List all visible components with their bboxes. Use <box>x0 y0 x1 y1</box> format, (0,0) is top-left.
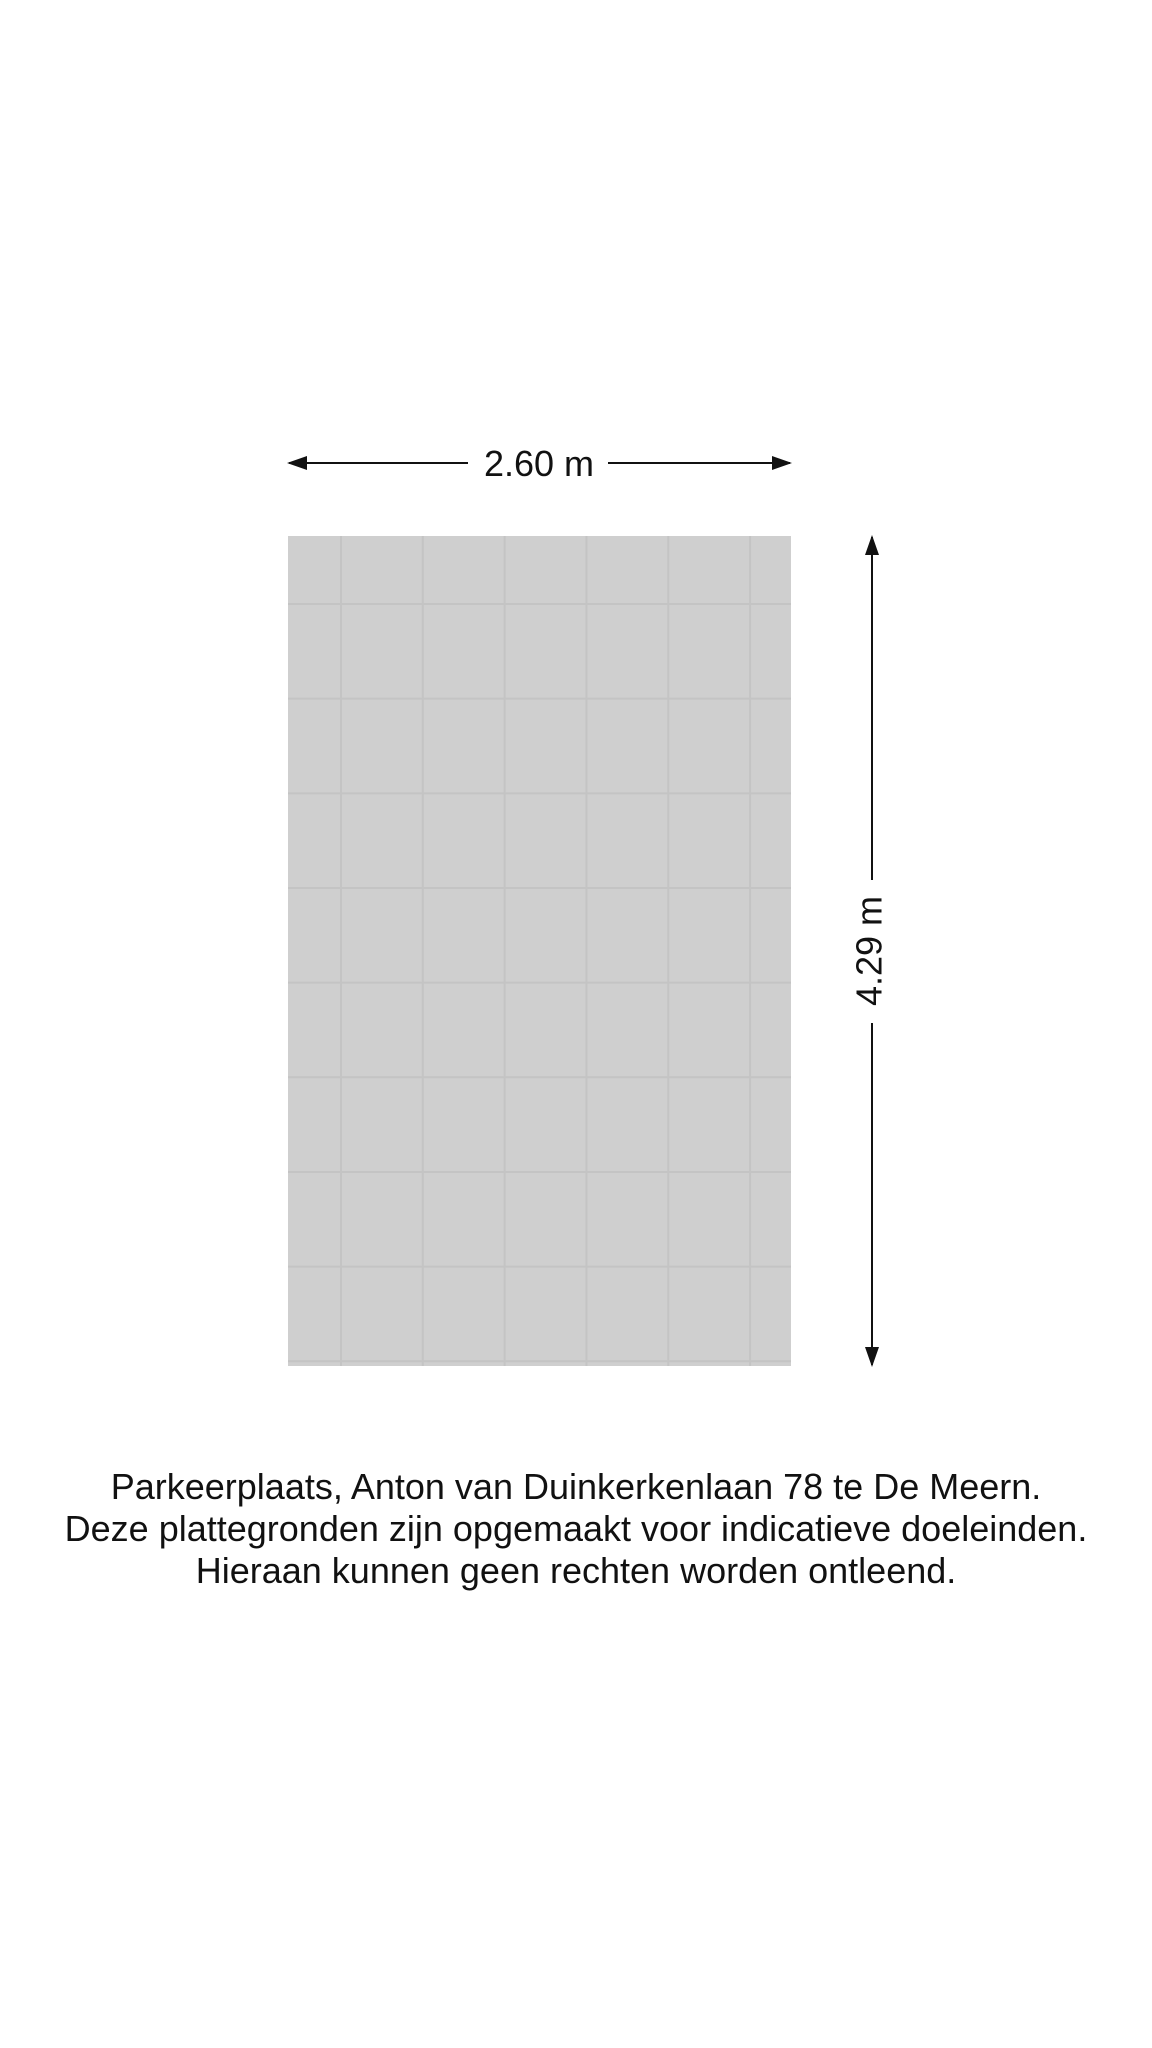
caption-address: Parkeerplaats, Anton van Duinkerkenlaan 78 te De Meern. <box>110 1466 1042 1507</box>
parking-space <box>288 536 791 1366</box>
width-dimension-label: 2.60 m <box>483 443 595 484</box>
caption-rights-notice: Hieraan kunnen geen rechten worden ontleend. <box>195 1550 957 1591</box>
height-dimension-label: 4.29 m <box>848 895 890 1007</box>
floor-plan-caption <box>0 1466 1152 1592</box>
width-dimension <box>289 443 790 484</box>
height-dimension <box>849 537 890 1365</box>
caption-disclaimer: Deze plattegronden zijn opgemaakt voor indicatieve doeleinden. <box>64 1508 1088 1549</box>
parking-space-floor <box>288 536 791 1366</box>
